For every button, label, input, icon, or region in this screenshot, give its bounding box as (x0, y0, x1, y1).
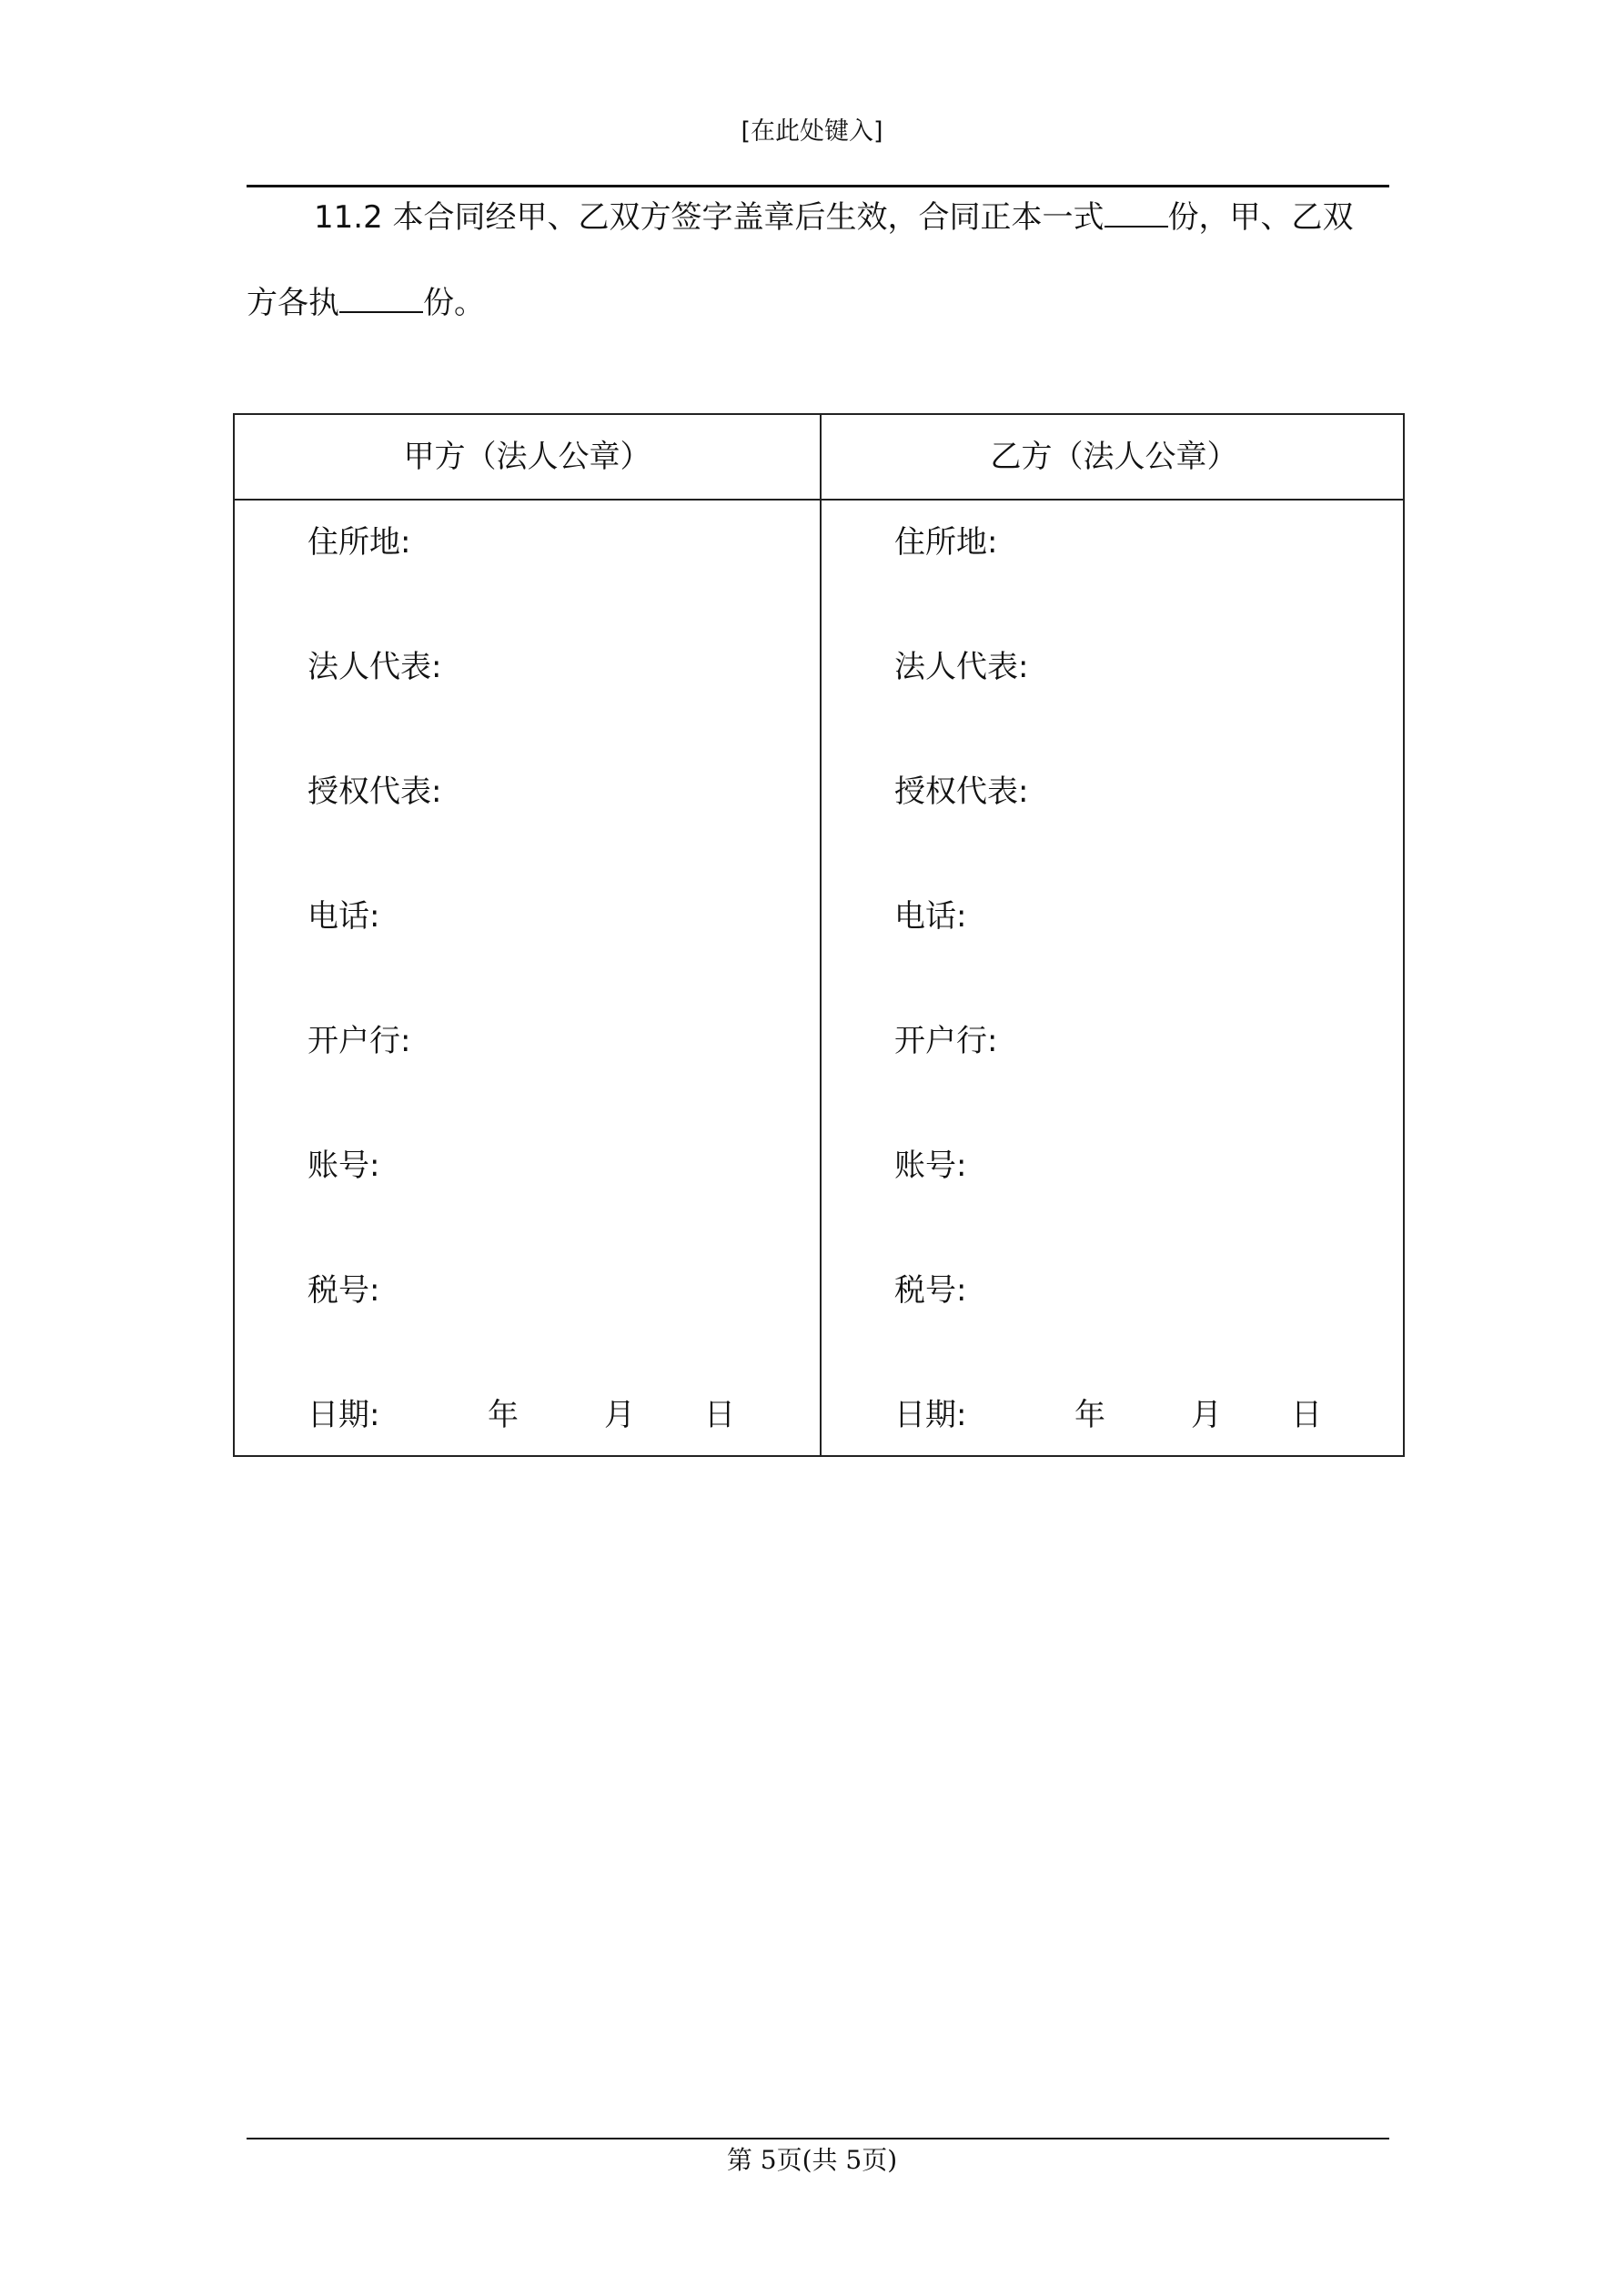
party-b-column (822, 415, 1407, 1455)
party-b-day-label: 日 (1291, 1397, 1322, 1433)
party-b-date-label: 日期: (894, 1397, 967, 1433)
party-a-column (235, 415, 820, 1455)
party-a-day-label: 日 (704, 1397, 735, 1433)
party-a-authorized-rep-label: 授权代表: (308, 774, 442, 810)
clause-text-1a: 11.2 本合同经甲、乙双方签字盖章后生效，合同正本一式 (314, 199, 1105, 236)
page-header: [在此处键入] (741, 117, 883, 146)
party-b-address-label: 住所地: (894, 524, 998, 561)
page-number: 第 5页(共 5页) (726, 2145, 898, 2175)
party-a-legal-rep-label: 法人代表: (308, 649, 442, 685)
footer-divider (247, 2138, 1389, 2139)
party-a-phone-label: 电话: (308, 898, 380, 935)
party-b-authorized-rep-label: 授权代表: (894, 774, 1029, 810)
clause-text-2b: 份。 (423, 285, 485, 321)
party-b-phone-label: 电话: (894, 898, 967, 935)
clause-line-2 (247, 260, 485, 346)
party-b-tax-id-label: 税号: (894, 1272, 967, 1309)
party-b-legal-rep-label: 法人代表: (894, 649, 1029, 685)
signature-table (233, 413, 1405, 1457)
party-a-bank-label: 开户行: (308, 1023, 411, 1059)
clause-line-1 (247, 175, 1354, 260)
party-a-date-label: 日期: (308, 1397, 380, 1433)
party-b-title: 乙方（法人公章） (990, 439, 1238, 475)
party-a-year-label: 年 (488, 1397, 519, 1433)
party-a-address-label: 住所地: (308, 524, 411, 561)
copies-total-blank[interactable] (1105, 198, 1168, 228)
party-b-year-label: 年 (1074, 1397, 1105, 1433)
copies-each-blank[interactable] (339, 284, 423, 313)
clause-text-1b: 份，甲、乙双 (1167, 199, 1354, 236)
party-a-account-label: 账号: (308, 1148, 380, 1184)
party-a-month-label: 月 (604, 1397, 635, 1433)
party-a-title: 甲方（法人公章） (403, 439, 651, 475)
party-b-account-label: 账号: (894, 1148, 967, 1184)
clause-text-2a: 方各执 (247, 285, 339, 321)
party-b-bank-label: 开户行: (894, 1023, 998, 1059)
party-b-month-label: 月 (1191, 1397, 1222, 1433)
party-a-tax-id-label: 税号: (308, 1272, 380, 1309)
